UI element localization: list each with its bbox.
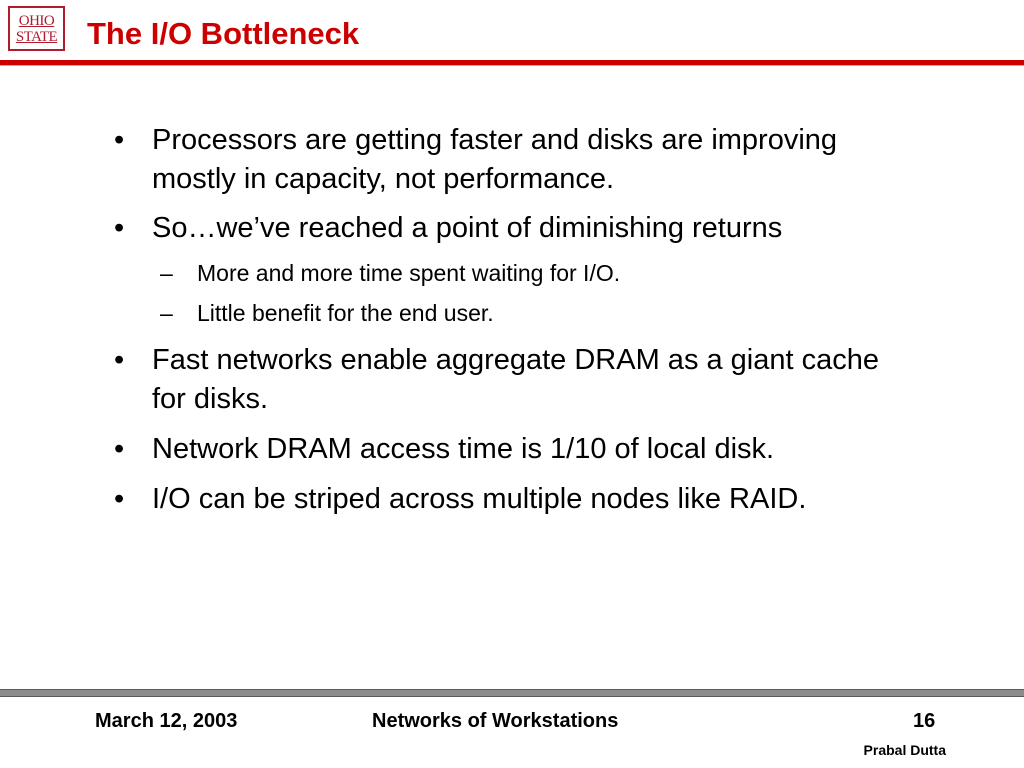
bullet-marker: • [114, 212, 125, 244]
sub-bullet-marker: – [160, 300, 173, 326]
logo-line-2: STATE [15, 28, 58, 45]
ohio-state-logo [8, 6, 65, 51]
title-divider-shadow [0, 65, 1024, 66]
slide-title: The I/O Bottleneck [87, 16, 360, 51]
footer-page-number: 16 [913, 710, 936, 732]
bullet-marker: • [114, 483, 125, 515]
sub-bullet-marker: – [160, 260, 173, 286]
bullet-text: Fast networks enable aggregate DRAM as a giant cache for disks. [152, 344, 880, 415]
footer-course-title: Networks of Workstations [372, 710, 619, 732]
bullet-text: Processors are getting faster and disks are improving mostly in capacity, not performance. [152, 124, 838, 195]
footer-date: March 12, 2003 [95, 710, 238, 732]
bullet-marker: • [114, 344, 125, 376]
sub-bullet-text: More and more time spent waiting for I/O. [197, 260, 621, 286]
sub-bullet-text: Little benefit for the end user. [197, 300, 494, 326]
bullet-text: So…we’ve reached a point of diminishing returns [152, 212, 783, 244]
footer-divider [0, 689, 1024, 697]
logo-line-1: OHIO [18, 12, 55, 29]
bullet-marker: • [114, 124, 125, 156]
footer-author: Prabal Dutta [863, 742, 946, 758]
bullet-marker: • [114, 433, 125, 465]
bullet-text: I/O can be striped across multiple nodes like RAID. [152, 483, 807, 515]
bullet-text: Network DRAM access time is 1/10 of local disk. [152, 433, 775, 465]
